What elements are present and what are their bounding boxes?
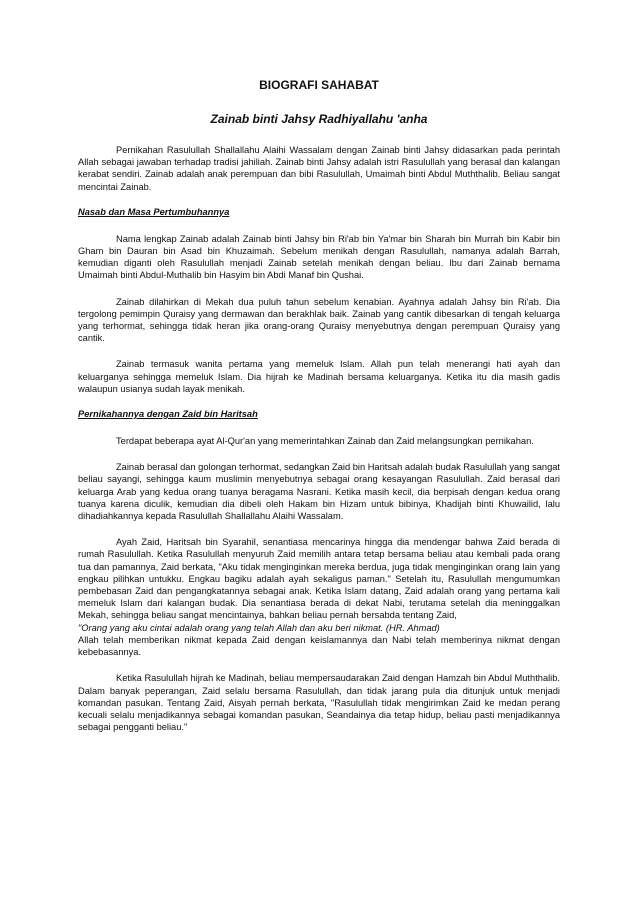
quote-hadith: "Orang yang aku cintai adalah orang yang telah Allah dan aku beri nikmat. (HR. Ahmad) xyxy=(78,622,440,633)
paragraph-nama-lengkap: Nama lengkap Zainab adalah Zainab binti Jahsy bin Ri'ab bin Ya'mar bin Sharah bin Murrah bin Kabir bin Gham bin Dauran bin Asad bin Khuzaimah. Sebelum menikah dengan Rasulullah, namanya adalah Barrah, kemudian diganti oleh Rasulullah menjadi Zainab setelah menikah dengan beliau. Ibu dari Zainab bernama Umaimah binti Abdul-Muthalib bin Hasyim bin Abdi Manaf bin Qushai. xyxy=(78,233,560,281)
paragraph-memeluk-islam: Zainab termasuk wanita pertama yang memeluk Islam. Allah pun telah menerangi hati ayah dan keluarganya sehingga memeluk Islam. Dia hijrah ke Madinah bersama keluarganya. Ketika itu dia masih gadis walaupun usianya sudah layak menikah. xyxy=(78,359,560,394)
paragraph-kelahiran: Zainab dilahirkan di Mekah dua puluh tahun sebelum kenabian. Ayahnya adalah Jahsy bin Ri'ab. Dia tergolong pemimpin Quraisy yang dermawan dan berakhlak baik. Zainab yang cantik dibesarkan di tengah keluarga yang terhormat, sehingga tidak heran jika orang-orang Quraisy menyebutnya dengan perempuan Quraisy yang cantik. xyxy=(78,296,560,344)
section-heading-nasab: Nasab dan Masa Pertumbuhannya xyxy=(78,206,230,217)
document-subtitle: Zainab binti Jahsy Radhiyallahu 'anha xyxy=(210,112,428,126)
paragraph-hijrah: Ketika Rasulullah hijrah ke Madinah, beliau mempersaudarakan Zaid dengan Hamzah bin Abdul Muththalib. Dalam banyak peperangan, Zaid selalu bersama Rasulullah, dan tidak jarang pula dia ditunjuk untuk menjadi komandan pasukan. Tentang Zaid, Aisyah pernah berkata, "Rasulullah tidak mengirimkan Zaid ke medan perang kecuali selalu menjadikannya sebagai komandan pasukan, Seandainya dia tetap hidup, beliau pasti menjadikannya sebagai pengganti beliau." xyxy=(78,673,560,733)
paragraph-ayat: Terdapat beberapa ayat Al-Qur'an yang memerintahkan Zainab dan Zaid melangsungkan pernikahan. xyxy=(116,436,534,447)
section-heading-pernikahan: Pernikahannya dengan Zaid bin Haritsah xyxy=(78,409,258,420)
paragraph-nikmat: Allah telah memberikan nikmat kepada Zaid dengan keislamannya dan Nabi telah memberinya nikmat dengan kebebasannya. xyxy=(78,634,560,658)
intro-paragraph: Pernikahan Rasulullah Shallallahu Alaihi Wassalam dengan Zainab binti Jahsy didasarkan pada perintah Allah sebagai jawaban terhadap tradisi jahiliah. Zainab binti Jahsy adalah istri Rasulullah yang berasal dan kalangan kerabat sendiri. Zainab adalah anak perempuan dan bibi Rasulullah, Umaimah binti Abdul Muththalib. Beliau sangat mencintai Zainab. xyxy=(78,145,560,192)
paragraph-zaid-asal: Zainab berasal dan golongan terhormat, sedangkan Zaid bin Haritsah adalah budak Rasulullah yang sangat beliau sayangi, sehingga kaum muslimin menyebutnya sebagai orang kesayangan Rasulullah. Zaid berasal dari keluarga Arab yang kedua orang tuanya beragama Nasrani. Ketika masih kecil, dia berpisah dengan kedua orang tuanya karena diculik, kemudian dia dibeli oleh Hakam bin Hizam untuk bibinya, Khadijah binti Khuwailid, lalu dihadiahkannya kepada Rasulullah Shallallahu Alaihi Wassalam. xyxy=(78,462,560,522)
paragraph-ayah-zaid: Ayah Zaid, Haritsah bin Syarahil, senantiasa mencarinya hingga dia mendengar bahwa Zaid berada di rumah Rasulullah. Ketika Rasulullah menyuruh Zaid memilih antara tetap bersama beliau atau kembali pada orang tua dan pamannya, Zaid berkata, "Aku tidak menginginkan mereka berdua, juga tidak menginginkan orang lain yang engkau pilihkan untukku. Engkau bagiku adalah ayah sekaligus paman." Setelah itu, Rasulullah mengumumkan pembebasan Zaid dan pengangkatannya sebagai anak. Ketika Islam datang, Zaid adalah orang yang pertama kali memeluk Islam dari kalangan budak. Dia senantiasa berada di dekat Nabi, terutama setelah dia meninggalkan Mekah, sehingga beliau sangat mencintainya, bahkan beliau pernah bersabda tentang Zaid, xyxy=(78,537,560,621)
document-title: BIOGRAFI SAHABAT xyxy=(259,78,379,92)
